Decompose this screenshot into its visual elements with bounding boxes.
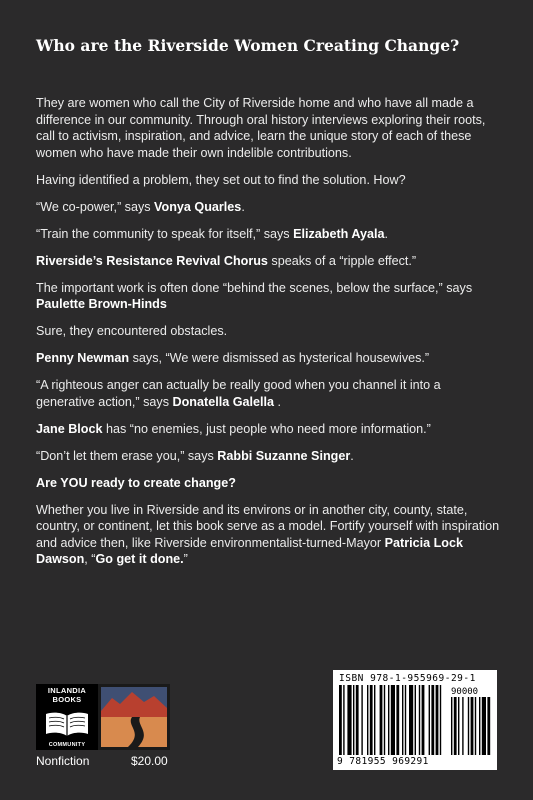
blurb-paragraph bbox=[36, 448, 502, 465]
barcode-bar bbox=[391, 685, 395, 755]
barcode-bar bbox=[405, 685, 406, 755]
barcode-bar bbox=[475, 697, 476, 755]
barcode-bar bbox=[367, 685, 368, 755]
blurb-paragraph bbox=[36, 280, 502, 313]
barcode-supplement: 90000 bbox=[451, 687, 479, 697]
barcode-bar bbox=[374, 685, 375, 755]
barcode-bar bbox=[454, 697, 457, 755]
highlighted-name: Vonya Quarles bbox=[154, 199, 242, 214]
paragraph-text: Having identified a problem, they set out to find the solution. How? bbox=[36, 172, 406, 187]
barcode-bar bbox=[422, 685, 425, 755]
barcode-bar bbox=[419, 685, 420, 755]
ean-number: 9 781955 969291 bbox=[337, 756, 429, 767]
barcode-bar bbox=[451, 697, 452, 755]
paragraph-text: “Train the community to speak for itself,” says bbox=[36, 226, 294, 241]
barcode-bar bbox=[402, 685, 403, 755]
highlighted-name: Rabbi Suzanne Singer bbox=[217, 448, 351, 463]
genre-label: Nonfiction bbox=[36, 754, 90, 768]
barcode-bar bbox=[431, 685, 434, 755]
highlighted-name: Paulette Brown-Hinds bbox=[36, 297, 167, 311]
highlighted-name: Jane Block bbox=[36, 421, 103, 436]
highlighted-name: Go get it done. bbox=[95, 552, 184, 566]
barcode-bar bbox=[361, 685, 362, 755]
barcode-bar bbox=[356, 685, 359, 755]
publisher-logo bbox=[36, 684, 170, 750]
blurb-paragraph bbox=[36, 226, 502, 243]
barcode-bar bbox=[384, 685, 385, 755]
highlighted-name: Penny Newman bbox=[36, 351, 130, 365]
barcode-bar bbox=[370, 685, 373, 755]
barcode-bar bbox=[409, 685, 413, 755]
paragraph-text: has “no enemies, just people who need more information.” bbox=[102, 421, 431, 436]
landscape-art bbox=[98, 684, 170, 750]
blurb-paragraph bbox=[36, 502, 502, 568]
blurb-paragraph bbox=[36, 475, 502, 492]
barcode-bar bbox=[380, 685, 383, 755]
blurb-paragraph bbox=[36, 95, 502, 161]
barcode-bar bbox=[471, 697, 474, 755]
barcode-bar bbox=[388, 685, 389, 755]
barcode-bar bbox=[396, 685, 399, 755]
open-book-icon bbox=[44, 710, 90, 738]
paragraph-text: . bbox=[384, 226, 389, 241]
paragraph-text: “Don’t let them erase you,” says bbox=[36, 448, 218, 463]
paragraph-text: They are women who call the City of Riverside home and who have all made a difference in our community. Through oral history interviews exploring their roots, call to activism, inspiration, and advice, learn the unique story of each of these women who have made their own indelible contributions. bbox=[36, 96, 486, 160]
isbn-barcode bbox=[333, 670, 497, 770]
highlighted-name: Are YOU ready to create change? bbox=[36, 475, 236, 490]
publisher-imprint: COMMUNITY bbox=[48, 742, 86, 748]
paragraph-text: The important work is often done “behind the scenes, below the surface,” says bbox=[36, 280, 473, 295]
publisher-name-line1: INLANDIA bbox=[47, 686, 87, 695]
paragraph-text: . bbox=[241, 199, 245, 214]
barcode-bar bbox=[353, 685, 354, 755]
barcode-bars bbox=[337, 685, 493, 757]
blurb-paragraph bbox=[36, 323, 502, 340]
paragraph-text: Sure, they encountered obstacles. bbox=[36, 324, 228, 338]
barcode-bar bbox=[436, 685, 439, 755]
paragraph-text: Whether you live in Riverside and its environs or in another city, county, state, country, or continent, let this book serve as a model. Fortify yourself with inspiration and advice then, like Riverside environmentalist-turned-Mayor bbox=[36, 502, 500, 550]
paragraph-text: “We co-power,” says bbox=[36, 199, 155, 214]
paragraph-text: . bbox=[350, 448, 354, 463]
barcode-bar bbox=[468, 697, 469, 755]
paragraph-text: ” bbox=[183, 552, 188, 566]
blurb-paragraph bbox=[36, 199, 502, 216]
blurb-paragraph bbox=[36, 421, 502, 438]
highlighted-name: Patricia Lock Dawson bbox=[36, 535, 463, 566]
barcode-bar bbox=[343, 685, 344, 755]
barcode-bar bbox=[339, 685, 342, 755]
barcode-bar bbox=[440, 685, 441, 755]
blurb-paragraph bbox=[36, 253, 502, 270]
price-label: $20.00 bbox=[131, 754, 168, 768]
heading: Who are the Riverside Women Creating Change? bbox=[36, 36, 460, 55]
blurb bbox=[36, 95, 502, 578]
paragraph-text: says, “We were dismissed as hysterical housewives.” bbox=[129, 351, 430, 365]
blurb-paragraph bbox=[36, 350, 502, 367]
highlighted-name: Riverside’s Resistance Revival Chorus bbox=[36, 253, 268, 268]
paragraph-text: “A righteous anger can actually be really good when you channel it into a generative action,” says bbox=[36, 378, 441, 409]
highlighted-name: Donatella Galella bbox=[172, 394, 275, 409]
paragraph-text: speaks of a “ripple effect.” bbox=[267, 253, 417, 268]
barcode-bar bbox=[487, 697, 490, 755]
blurb-paragraph bbox=[36, 377, 502, 410]
highlighted-name: Elizabeth Ayala bbox=[293, 226, 385, 241]
paragraph-text: . bbox=[274, 394, 282, 409]
publisher-logo-mark bbox=[36, 684, 98, 750]
barcode-bar bbox=[462, 697, 463, 755]
barcode-bar bbox=[415, 685, 416, 755]
paragraph-text: , “ bbox=[84, 552, 96, 566]
barcode-bar bbox=[429, 685, 430, 755]
isbn-number: ISBN 978-1-955969-29-1 bbox=[339, 673, 476, 684]
publisher-name-line2: BOOKS bbox=[52, 695, 82, 704]
barcode-bar bbox=[458, 697, 459, 755]
barcode-bar bbox=[347, 685, 351, 755]
barcode-bar bbox=[482, 697, 486, 755]
blurb-paragraph bbox=[36, 172, 502, 189]
barcode-bar bbox=[479, 697, 480, 755]
